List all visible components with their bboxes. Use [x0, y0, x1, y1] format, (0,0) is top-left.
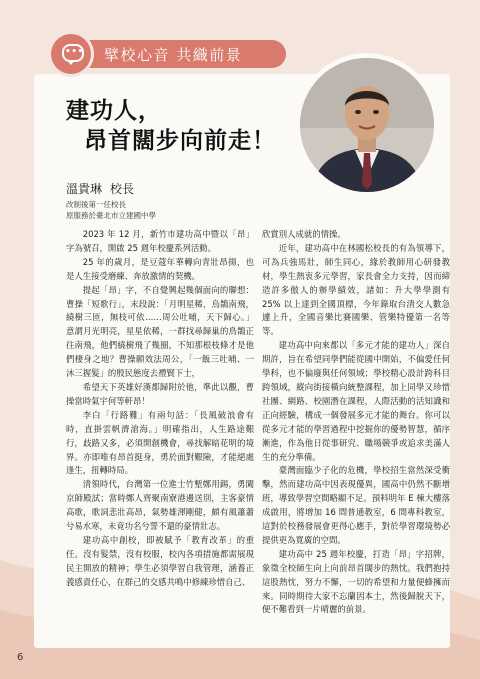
body-paragraph: 建功高中 25 週年校慶，打造「昂」字招牌，象徵全校師生向上向前昂首闊步的熱忱。我們抱持這股熱忱，努力不懈，一切的希望和力量便蜂擁而來。同時期待大家不忘蘭因本土，然後歸脫天下，便不難看到一片晴麗的前景。	[262, 548, 450, 615]
author-name: 溫貴琳	[66, 182, 103, 196]
article-title-line2: 昂首闊步向前走！	[84, 128, 276, 154]
article-body-left-column	[66, 228, 254, 590]
body-paragraph: 近年，建功高中在林國松校長的有為領導下，可為兵強馬壯，師生同心，緣於教師用心研發教材，學生熱衷多元學習，家長會全力支持，因而締造許多傲人的辦學績效，諸如：升大學學測有 25% 以上達到全國頂標，今年錄取台清交人數急遽上升，全國音樂比賽國樂、管樂特優第一名等等。	[262, 242, 450, 337]
body-paragraph: 李白「行路難」有兩句話：「長風破浪會有時，直掛雲帆濟滄海。」明確指出，人生路途艱行，歧路又多，必須開創機會，尋找解暗花明的境界。亦即唯有昂首挺身，勇於面對艱險，才能絕處逢生，扭轉時局。	[66, 409, 254, 476]
page-number: 6	[17, 652, 24, 663]
speech-bubble-dots-icon: •••	[65, 47, 84, 57]
author-byline	[66, 180, 134, 197]
article-title-line1: 建功人，	[66, 98, 162, 124]
body-paragraph: 建功高中向來都以「多元才能的建功人」深自期許，旨在希望同學們能從國中開始，不偏愛任何學科，也不偏廢與任何領域；學校精心設計跨科目跨領域，縱向街接橫向統整課程，加上同學又珍惜社團、網路、校園潛在課程，人際活動的活知識和正向經驗，構成一個發展多元才能的舞台。你可以從多元才能的學習過程中挖掘你的優勢智慧，循序漸進，作為他日從事研究、職場競爭或追求美滿人生的充分準備。	[262, 340, 450, 462]
article-body-right-column	[262, 228, 450, 617]
body-paragraph: 25 年的歲月，是豆蔻年華轉向青壯昂揚，也是人生接受磨練、奔放激情的契機。	[66, 256, 254, 281]
author-role: 校長	[110, 182, 135, 196]
body-paragraph: 希望天下英雄好漢都歸附於他，準此以觀，曹操當時氣宇何等軒昂！	[66, 381, 254, 406]
author-meta-line2: 原服務於臺北市立建國中學	[66, 211, 156, 220]
body-paragraph: 提起「昂」字，不自覺興起幾個面向的聯想：曹操「短歌行」，末段說：「月明星稀，烏鵲南飛，繞樹三匝，無枝可依……周公吐哺，天下歸心。」意謂月光明亮，星星依稀，一群找尋歸巢的鳥鵲正往南飛，他們繞樹飛了幾圈，不知那根枝條才是他們棲身之地？曹操願效法周公，「一飯三吐哺、一沐三握髮」的殷民態度去禮賢下士，	[66, 284, 254, 379]
body-paragraph: 欣賞別人成就的情操。	[262, 229, 346, 239]
body-paragraph: 2023 年 12 月，新竹市建功高中暨以「昂」字為號召，開啟 25 週年校慶系列活動。	[66, 229, 254, 253]
body-paragraph: 清領時代，台灣第一位進士竹塹鄭用錫，勇闖京師殿試；當時鄭人齊聚南寮港邊送別，主客豪情高歌，歌詞悲壯高昂，氣勢雄渾剛健，頗有風蕭蕭兮易水寒，未竟功名兮誓不還的豪情壯志。	[66, 479, 254, 532]
author-portrait	[300, 58, 434, 192]
author-meta-line1: 改制後第一任校長	[66, 200, 126, 209]
body-paragraph: 臺灣面臨少子化的危機，學校招生當然深受衝擊，然而建功高中因表現優異，國高中仍然不斷增班，導致學習空間略顯不足。預料明年 E 棟大樓落成啟用，將增加 16 間普通教室，6 間專科教室，這對於校務發展會更得心應手，對於學習環境勢必提供更為寬廣的空間。	[262, 465, 450, 545]
body-paragraph: 建功高中創校，即被賦予「教育改革」的重任。沒有髮禁，沒有校服，校內各項措施都需展現民主開放的精神；學生必須學習自我管理，涵養正義感責任心，在群己的交感共鳴中修練珍惜自己、	[66, 534, 254, 587]
section-title: 擘校心音 共織前景	[104, 46, 243, 64]
